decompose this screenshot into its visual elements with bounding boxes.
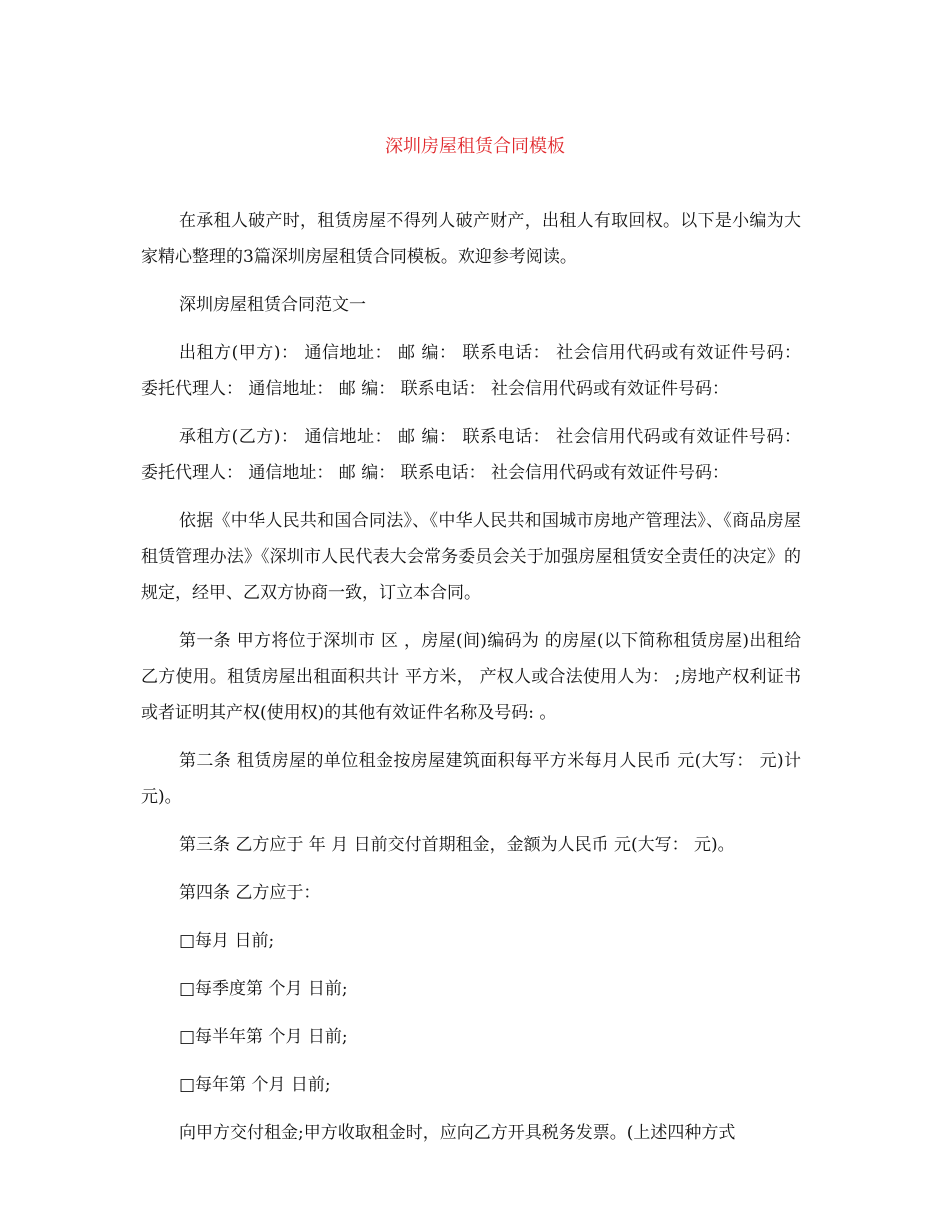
paragraph-intro: 在承租人破产时，租赁房屋不得列人破产财产，出租人有取回权。以下是小编为大家精心整理的3篇深圳房屋租赁合同模板。欢迎参考阅读。: [141, 211, 801, 267]
paragraph-lessee: 承租方(乙方)： 通信地址： 邮 编： 联系电话： 社会信用代码或有效证件号码： 委托代理人： 通信地址： 邮 编： 联系电话： 社会信用代码或有效证件号码：: [141, 427, 801, 483]
paragraph-article-2: 第二条 租赁房屋的单位租金按房屋建筑面积每平方米每月人民币 元(大写： 元)计 元)。: [141, 751, 801, 807]
paragraph-article-4: 第四条 乙方应于：: [179, 883, 321, 903]
paragraph-option-quarterly: □每季度第 个月 日前;: [179, 979, 348, 999]
paragraph-legal-basis: 依据《中华人民共和国合同法》、《中华人民共和国城市房地产管理法》、《商品房屋租赁管理办法》《深圳市人民代表大会常务委员会关于加强房屋租赁安全责任的决定》的规定，经甲、乙双方协商一致，订立本合同。: [141, 511, 801, 603]
paragraph-article-3: 第三条 乙方应于 年 月 日前交付首期租金，金额为人民币 元(大写： 元)。: [179, 835, 735, 855]
paragraph-option-monthly: □每月 日前;: [179, 931, 275, 951]
paragraph-sample-heading: 深圳房屋租赁合同范文一: [179, 295, 366, 315]
paragraph-lessor: 出租方(甲方)： 通信地址： 邮 编： 联系电话： 社会信用代码或有效证件号码： 委托代理人： 通信地址： 邮 编： 联系电话： 社会信用代码或有效证件号码：: [141, 343, 801, 399]
paragraph-article-1: 第一条 甲方将位于深圳市 区 ，房屋(间)编码为 的房屋(以下简称租赁房屋)出租给乙方使用。租赁房屋出租面积共计 平方米， 产权人或合法使用人为： ;房地产权利证书或者证明其产权(使用权)的其他有效证件名称及号码: 。: [141, 631, 801, 723]
paragraph-option-semiannual: □每半年第 个月 日前;: [179, 1027, 348, 1047]
document-body: [141, 203, 801, 1151]
paragraph-payment: 向甲方交付租金;甲方收取租金时，应向乙方开具税务发票。(上述四种方式: [179, 1123, 736, 1143]
paragraph-option-annual: □每年第 个月 日前;: [179, 1075, 331, 1095]
document-title: 深圳房屋租赁合同模板: [385, 136, 565, 157]
